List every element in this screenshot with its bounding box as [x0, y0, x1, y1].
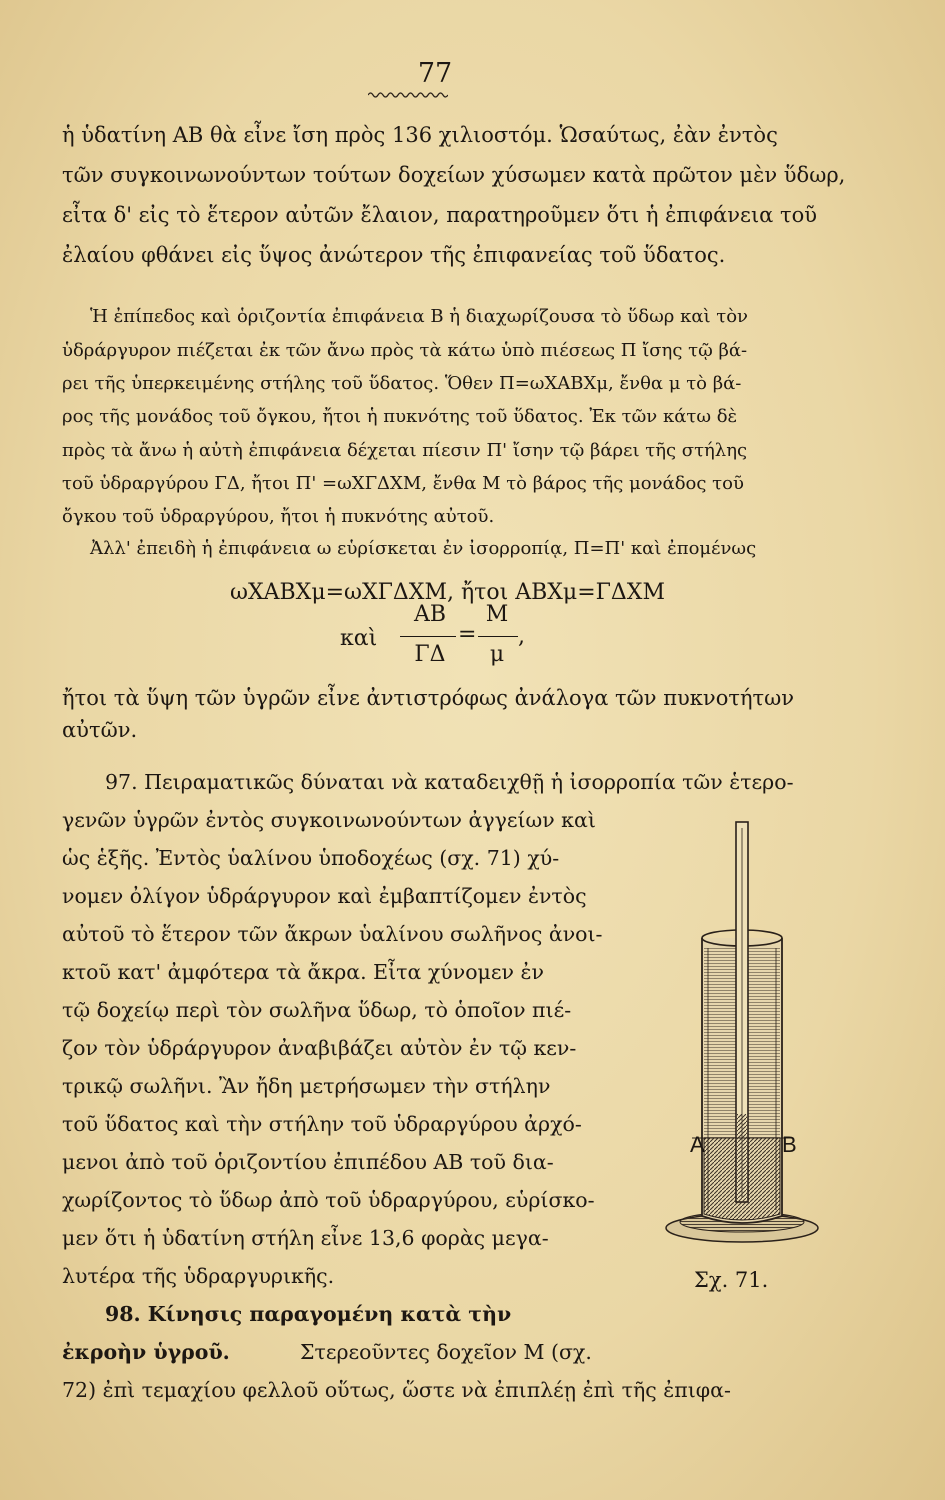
text-line: Ἡ ἐπίπεδος καὶ ὁριζοντία ἐπιφάνεια Β ἡ διαχωρίζουσα τὸ ὕδωρ καὶ τὸν — [90, 306, 748, 327]
text-line: Στερεοῦντες δοχεῖον Μ (σχ. — [300, 1340, 592, 1364]
fraction-right-numerator: Μ — [485, 602, 509, 627]
text-line: κτοῦ κατ' ἀμφότερα τὰ ἄκρα. Εἶτα χύνομεν ἐν — [62, 960, 544, 984]
text-line: ρει τῆς ὑπερκειμένης στήλης τοῦ ὕδατος. Ὅθεν Π=ωΧΑΒΧμ, ἔνθα μ τὸ βά- — [62, 373, 742, 394]
page-number-ornament — [368, 90, 448, 100]
text-line: ὄγκου τοῦ ὑδραργύρου, ἤτοι ἡ πυκνότης αὐτοῦ. — [62, 506, 495, 527]
figure-caption: Σχ. 71. — [694, 1268, 769, 1292]
figure-label-b: B — [782, 1132, 797, 1157]
fraction-suffix: , — [518, 624, 525, 649]
text-line: γενῶν ὑγρῶν ἐντὸς συγκοινωνούντων ἀγγείων καὶ — [62, 808, 596, 832]
equation: ωΧΑΒΧμ=ωΧΓΔΧΜ, ἤτοι ΑΒΧμ=ΓΔΧΜ — [230, 580, 665, 605]
text-line: μεν ὅτι ἡ ὑδατίνη στήλη εἶνε 13,6 φορὰς μεγα- — [62, 1226, 549, 1250]
text-line: εἶτα δ' εἰς τὸ ἕτερον αὐτῶν ἔλαιον, παρατηροῦμεν ὅτι ἡ ἐπιφάνεια τοῦ — [62, 203, 818, 227]
fraction-prefix: καὶ — [340, 626, 378, 651]
text-line: αὐτοῦ τὸ ἕτερον τῶν ἄκρων ὑαλίνου σωλῆνος ἀνοι- — [62, 922, 603, 946]
section-heading: 98. Κίνησις παραγομένη κατὰ τὴν — [105, 1302, 512, 1326]
fraction-left-numerator: ΑΒ — [413, 602, 447, 627]
page-number: 77 — [417, 58, 453, 89]
text-line: πρὸς τὰ ἄνω ἡ αὐτὴ ἐπιφάνεια δέχεται πίεσιν Π' ἴσην τῷ βάρει τῆς στήλης — [62, 440, 748, 461]
fraction-equals: = — [458, 622, 477, 647]
text-line: ζον τὸν ὑδράργυρον ἀναβιβάζει αὐτὸν ἐν τῷ κεν- — [62, 1036, 577, 1060]
fraction-right-bar — [478, 636, 518, 637]
text-line: αὐτῶν. — [62, 718, 138, 742]
text-line: τοῦ ὑδραργύρου ΓΔ, ἤτοι Π' =ωΧΓΔΧΜ, ἔνθα Μ τὸ βάρος τῆς μονάδος τοῦ — [62, 473, 744, 494]
text-line: 97. Πειραματικῶς δύναται νὰ καταδειχθῇ ἡ ἰσορροπία τῶν ἑτερο- — [105, 770, 794, 794]
text-line: ρος τῆς μονάδος τοῦ ὄγκου, ἤτοι ἡ πυκνότης τοῦ ὕδατος. Ἐκ τῶν κάτω δὲ — [62, 406, 738, 427]
figure-label-a: A — [690, 1132, 705, 1157]
text-line: νομεν ὀλίγον ὑδράργυρον καὶ ἐμβαπτίζομεν ἐντὸς — [62, 884, 587, 908]
text-line: Ἀλλ' ἐπειδὴ ἡ ἐπιφάνεια ω εὑρίσκεται ἐν ἰσορροπίᾳ, Π=Π' καὶ ἐπομένως — [90, 538, 757, 559]
figure-71-apparatus — [662, 818, 822, 1248]
fraction-left-bar — [400, 636, 456, 637]
text-line: ὑδράργυρον πιέζεται ἐκ τῶν ἄνω πρὸς τὰ κάτω ὑπὸ πιέσεως Π ἴσης τῷ βά- — [62, 340, 748, 361]
text-line: ἡ ὑδατίνη ΑΒ θὰ εἶνε ἴση πρὸς 136 χιλιοστόμ. Ὡσαύτως, ἐὰν ἐντὸς — [62, 123, 778, 147]
text-line: μενοι ἀπὸ τοῦ ὁριζοντίου ἐπιπέδου ΑΒ τοῦ δια- — [62, 1150, 554, 1174]
section-heading-cont: ἐκροὴν ὑγροῦ. — [62, 1340, 230, 1364]
text-line: τῶν συγκοινωνούντων τούτων δοχείων χύσωμεν κατὰ πρῶτον μὲν ὕδωρ, — [62, 163, 846, 187]
text-line: λυτέρα τῆς ὑδραργυρικῆς. — [62, 1264, 335, 1288]
text-line: ἤτοι τὰ ὕψη τῶν ὑγρῶν εἶνε ἀντιστρόφως ἀνάλογα τῶν πυκνοτήτων — [62, 686, 795, 710]
text-line: ἐλαίου φθάνει εἰς ὕψος ἀνώτερον τῆς ἐπιφανείας τοῦ ὕδατος. — [62, 243, 726, 267]
fraction-left-denominator: ΓΔ — [414, 642, 446, 667]
text-line: τῷ δοχείῳ περὶ τὸν σωλῆνα ὕδωρ, τὸ ὁποῖον πιέ- — [62, 998, 572, 1022]
fraction-right-denominator: μ — [489, 642, 505, 667]
text-line: 72) ἐπὶ τεμαχίου φελλοῦ οὕτως, ὥστε νὰ ἐπιπλέῃ ἐπὶ τῆς ἐπιφα- — [62, 1378, 731, 1402]
text-line: ὡς ἑξῆς. Ἐντὸς ὑαλίνου ὑποδοχέως (σχ. 71) χύ- — [62, 846, 560, 870]
text-line: τρικῷ σωλῆνι. Ἂν ἤδη μετρήσωμεν τὴν στήλην — [62, 1074, 551, 1098]
text-line: τοῦ ὕδατος καὶ τὴν στήλην τοῦ ὑδραργύρου ἀρχό- — [62, 1112, 582, 1136]
text-line: χωρίζοντος τὸ ὕδωρ ἀπὸ τοῦ ὑδραργύρου, εὑρίσκο- — [62, 1188, 595, 1212]
